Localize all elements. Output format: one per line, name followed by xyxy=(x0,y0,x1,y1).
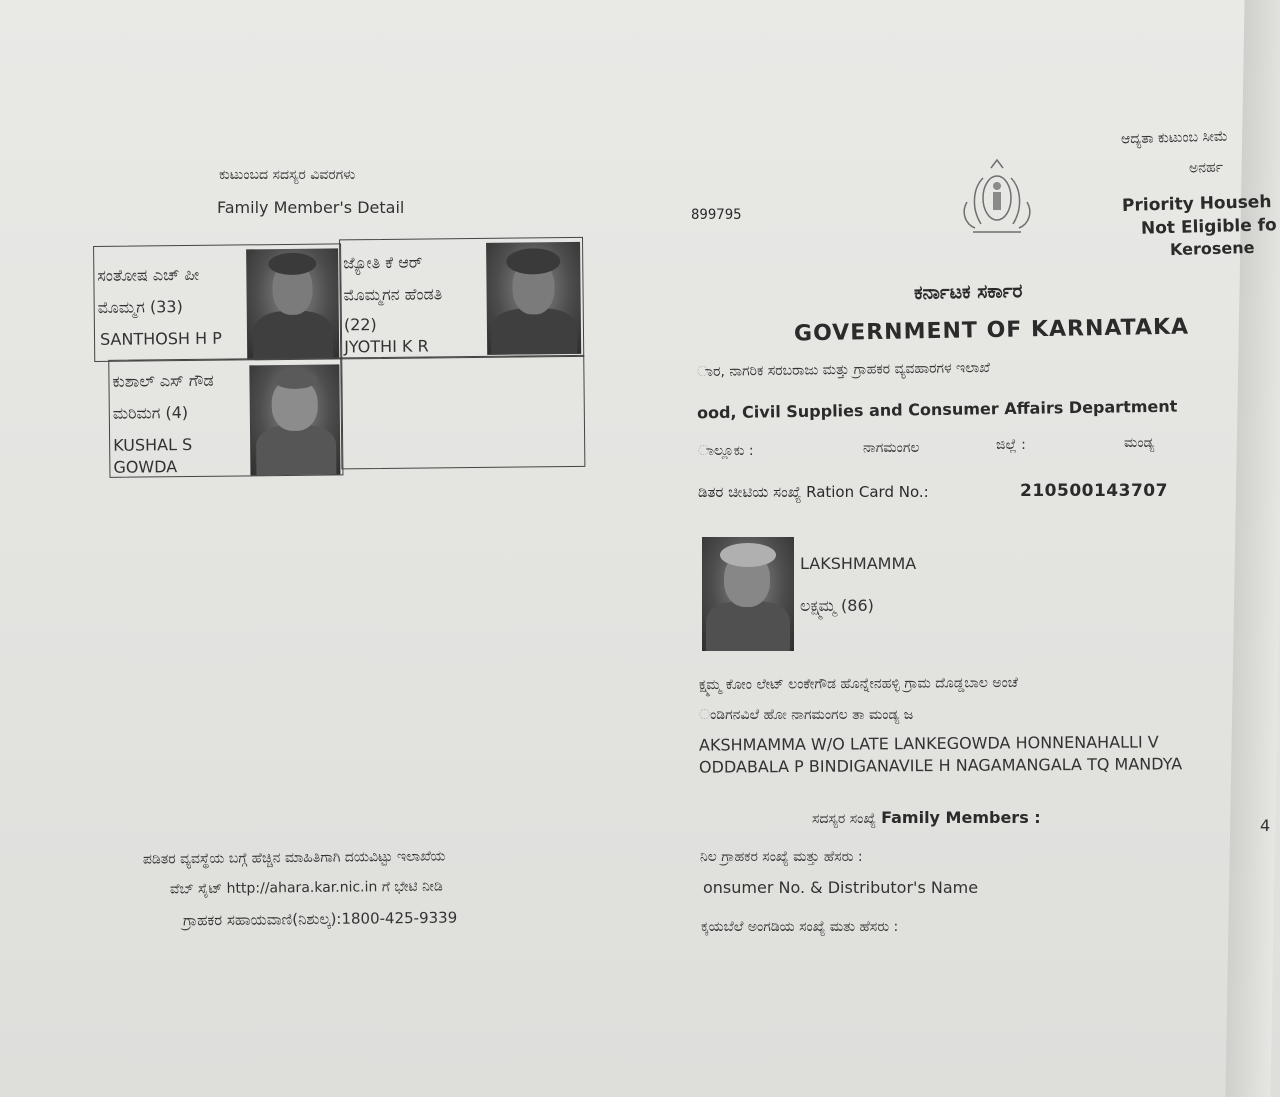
serial-number: 899795 xyxy=(691,207,742,223)
footer-info-line1: ಪಡಿತರ ವ್ಯವಸ್ಥೆಯ ಬಗ್ಗೆ ಹೆಚ್ಚಿನ ಮಾಹಿತಿಗಾಗಿ ದಯವಿಟ್ಟು ಇಲಾಖೆಯ xyxy=(142,848,446,868)
district-label: ಜಿಲ್ಲೆ : xyxy=(996,437,1026,453)
footer-website-line: ವೆಬ್ ಸೈಟ್ http://ahara.kar.nic.in ಗೆ ಭೇಟಿ ನೀಡಿ xyxy=(169,878,443,898)
paper-fold-shadow xyxy=(1225,0,1280,1097)
ration-card-label: ಡಿತರ ಚೀಟಿಯ ಸಂಖ್ಯೆ Ration Card No.: xyxy=(698,483,929,501)
member-cell-2 xyxy=(339,237,584,360)
fair-price-shop-label: ಕ್ಕಯಬೆಲೆ ಅಂಗಡಿಯ ಸಂಖ್ಯೆ ಮತು ಹೆಸರು : xyxy=(701,919,899,935)
head-name-kn-age: ಲಕ್ಷ್ಮಮ್ಮ (86) xyxy=(800,596,874,615)
category-en-line2: Not Eligible fo xyxy=(1140,215,1277,239)
address-en-line2: ODDABALA P BINDIGANAVILE H NAGAMANGALA TQ MANDYA xyxy=(698,754,1183,777)
member-photo xyxy=(246,248,339,359)
government-title-kn: ಕರ್ನಾಟಕ ಸರ್ಕಾರ xyxy=(913,280,1023,304)
member-relation-age: ಮೊಮ್ಮಗ (33) xyxy=(97,297,183,317)
category-en-line3: Kerosene xyxy=(1169,237,1255,260)
member-name-en: JYOTHI K R xyxy=(344,336,429,357)
family-members-table xyxy=(93,235,585,477)
member-cell-empty xyxy=(340,355,585,470)
member-name-en-line2: GOWDA xyxy=(113,457,178,477)
member-cell-3 xyxy=(108,357,343,477)
family-members-label-kn: ಸದಸ್ಯರ ಸಂಖ್ಯೆ xyxy=(812,811,877,827)
taluk-value: ನಾಗಮಂಗಲ xyxy=(863,440,920,456)
taluk-label: ಾಲ್ಲೂಕು : xyxy=(698,443,754,459)
family-detail-heading: Family Member's Detail xyxy=(217,198,405,217)
member-cell-1 xyxy=(93,243,342,362)
member-photo xyxy=(249,364,340,475)
family-members-label-en: Family Members : xyxy=(881,808,1041,827)
member-photo xyxy=(486,242,581,355)
consumer-label-en: onsumer No. & Distributor's Name xyxy=(703,878,979,897)
member-relation: ಮೊಮ್ಮಗನ ಹೆಂಡತಿ xyxy=(343,284,443,305)
government-title-en: GOVERNMENT OF KARNATAKA xyxy=(793,314,1190,347)
category-en-line1: Priority Househ xyxy=(1121,192,1272,216)
address-kn-line2: ಂಡಿಗನವಿಲೆ ಹೋ ನಾಗಮಂಗಲ ತಾ ಮಂಡ್ಯ ಜ xyxy=(699,707,914,723)
department-name-kn: ಾರ, ನಾಗರಿಕ ಸರಬರಾಜು ಮತ್ತು ಗ್ರಾಹಕರ ವ್ಯವಹಾರಗಳ ಇಲಾಖೆ xyxy=(696,359,991,381)
ration-card-number: 210500143707 xyxy=(1020,481,1168,501)
head-of-family-photo xyxy=(702,537,794,651)
karnataka-emblem-icon xyxy=(953,158,1041,238)
address-kn-line1: ಕ್ಷ್ಮಮ್ಮ ಕೋಂ ಲೇಟ್ ಲಂಕೇಗೌಡ ಹೊನ್ನೇನಹಳ್ಳಿ ಗ್ರಾಮ ದೊಡ್ಡಬಾಲ ಅಂಚೆ xyxy=(698,674,1018,694)
member-name-kn: ಜ್ಯೋತಿ ಕೆ ಆರ್ xyxy=(343,252,423,273)
family-members-count: 4 xyxy=(1260,816,1271,835)
member-relation-age: ಮರಿಮಗ (4) xyxy=(112,403,189,423)
member-name-kn: ಸಂತೋಷ ಎಚ್ ಪೀ xyxy=(97,264,200,285)
member-name-en-line1: KUSHAL S xyxy=(113,434,193,455)
member-name-en: SANTHOSH H P xyxy=(99,328,222,349)
member-name-kn: ಕುಶಾಲ್ ಎಸ್ ಗೌಡ xyxy=(112,370,214,391)
member-age: (22) xyxy=(343,315,377,335)
category-kn-line2: ಅನರ್ಹ xyxy=(1188,159,1224,177)
address-en-line1: AKSHMAMMA W/O LATE LANKEGOWDA HONNENAHALLI V xyxy=(698,732,1159,755)
family-detail-heading-kn: ಕುಟುಂಬದ ಸದಸ್ಯರ ವಿವರಗಳು xyxy=(219,167,356,183)
district-value: ಮಂಡ್ಯ xyxy=(1124,435,1155,451)
footer-helpline: ಗ್ರಾಹಕರ ಸಹಾಯವಾಣಿ(ನಿಶುಲ್ಕ):1800-425-9339 xyxy=(182,908,458,930)
consumer-label-kn: ನಿಲ ಗ್ರಾಹಕರ ಸಂಖ್ಯೆ ಮತ್ತು ಹೆಸರು : xyxy=(700,849,863,865)
department-name-en: ood, Civil Supplies and Consumer Affairs Department xyxy=(696,396,1178,423)
category-kn-line1: ಆದ್ಯತಾ ಕುಟುಂಬ ಸೀಮೆ xyxy=(1120,128,1229,148)
head-name-en: LAKSHMAMMA xyxy=(800,554,917,573)
family-members-label xyxy=(812,808,1041,827)
